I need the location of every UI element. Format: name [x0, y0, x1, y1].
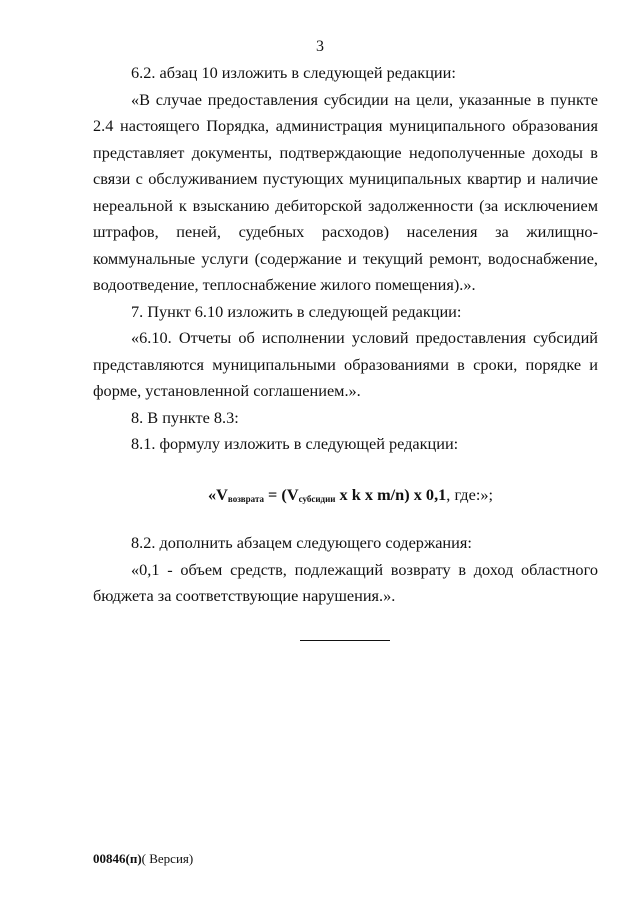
footer-version: ( Версия): [141, 851, 194, 866]
formula-open: «V: [207, 484, 228, 504]
page-number: 3: [316, 38, 324, 55]
formula-sub-subsidy: субсидии: [298, 493, 336, 504]
paragraph-quote-subsidy: «В случае предоставления субсидии на цели, указанные в пункте 2.4 настоящего Порядка, администрация муниципального образования представляет документы, подтверждающие недополученные доходы в связи с обслуживанием пустующих муниципальных квартир и наличие нереальной к взысканию дебиторской задолженности (за исключением штрафов, пеней, судебных расходов) населения за жилищно-коммунальные услуги (содержание и текущий ремонт, водоснабжение, водоотведение, теплоснабжение жилого помещения).».: [93, 89, 598, 294]
paragraph-quote-6-10: «6.10. Отчеты об исполнении условий предоставления субсидий представляются муниципальными образованиями в сроки, порядке и форме, установленной соглашением.».: [93, 328, 598, 400]
end-divider: [300, 640, 390, 641]
formula-mid: = (V: [263, 484, 299, 504]
formula-sub-return: возврата: [227, 493, 264, 504]
paragraph-8-2: 8.2. дополнить абзацем следующего содержания:: [131, 533, 472, 552]
paragraph-7: 7. Пункт 6.10 изложить в следующей редакции:: [131, 301, 462, 321]
paragraph-quote-0-1: «0,1 - объем средств, подлежащий возврату в доход областного бюджета за соответствующие нарушения.».: [93, 559, 598, 605]
formula: [93, 482, 598, 511]
document-footer-code: [93, 851, 193, 867]
paragraph-8-1: 8.1. формулу изложить в следующей редакции:: [131, 434, 459, 453]
paragraph-8: 8. В пункте 8.3:: [131, 407, 239, 427]
paragraph-6-2: 6.2. абзац 10 изложить в следующей редакции:: [131, 63, 456, 82]
formula-rest: x k x m/n) x 0,1: [335, 484, 447, 504]
document-body: [93, 60, 598, 610]
formula-tail: , где:»;: [446, 484, 494, 504]
footer-code: 00846(п): [93, 851, 142, 866]
